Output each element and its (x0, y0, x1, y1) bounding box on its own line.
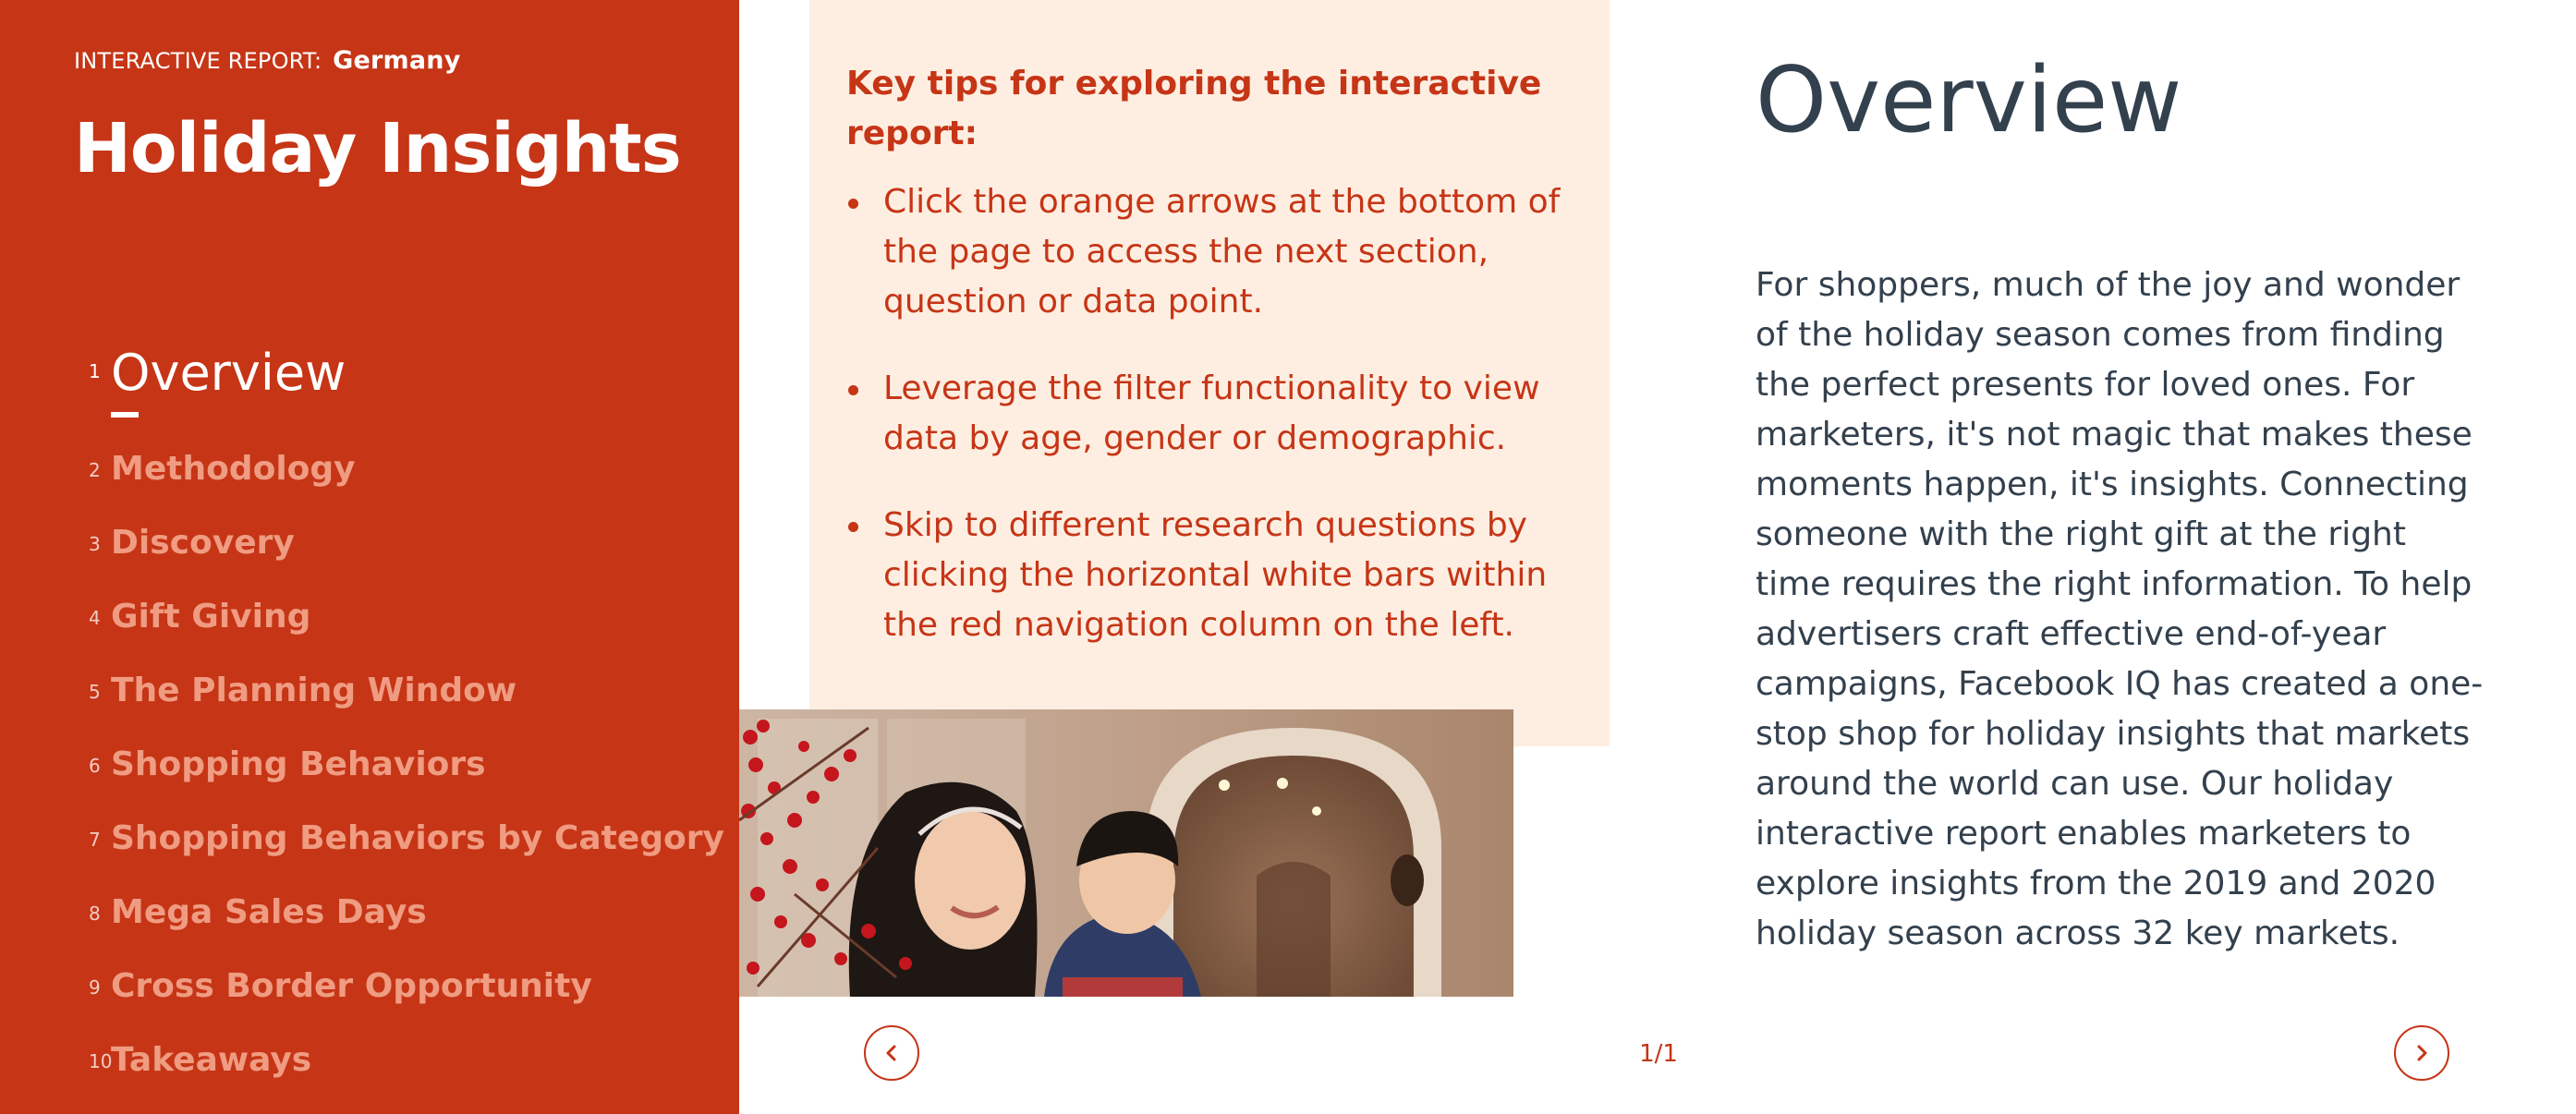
chevron-right-icon (2412, 1043, 2432, 1063)
nav-item-number: 10 (89, 1050, 113, 1072)
tips-panel (809, 0, 1610, 746)
tips-title: Key tips for exploring the interactive report: (846, 65, 1542, 152)
chevron-left-icon (881, 1043, 902, 1063)
nav-item-label: Cross Border Opportunity (111, 967, 592, 1005)
nav-item-number: 9 (89, 976, 101, 999)
report-country: Germany (333, 46, 461, 75)
nav-item-label: Mega Sales Days (111, 893, 427, 931)
nav-item-number: 8 (89, 902, 101, 925)
section-title: Overview (1756, 48, 2182, 153)
nav-item-number: 5 (89, 681, 101, 703)
bullet-icon (848, 199, 858, 209)
nav-item-label: Overview (111, 344, 346, 402)
section-navigation (0, 0, 739, 1114)
nav-item-number: 1 (89, 360, 101, 382)
holiday-photo (739, 709, 1513, 997)
next-page-button[interactable] (2394, 1025, 2449, 1081)
nav-item-label: Discovery (111, 524, 295, 562)
nav-item-number: 3 (89, 533, 101, 555)
tips-list (846, 177, 1567, 687)
nav-item-number: 2 (89, 459, 101, 481)
nav-item-number: 6 (89, 755, 101, 777)
sidebar (0, 0, 739, 1114)
nav-item-label: Methodology (111, 450, 356, 488)
active-indicator (111, 412, 139, 418)
nav-item-label: Shopping Behaviors by Category (111, 819, 724, 857)
tip-item (846, 364, 1567, 464)
nav-item-label: The Planning Window (111, 672, 517, 709)
nav-item-number: 4 (89, 607, 101, 629)
nav-item-number: 7 (89, 829, 101, 851)
tip-item (846, 501, 1567, 650)
report-label-prefix: INTERACTIVE REPORT: (74, 48, 322, 74)
tip-text: Click the orange arrows at the bottom of the page to access the next section, question or data point. (883, 183, 1561, 321)
previous-page-button[interactable] (864, 1025, 919, 1081)
nav-item-label: Gift Giving (111, 598, 311, 636)
tip-text: Skip to different research questions by clicking the horizontal white bars within the red navigation column on the left. (883, 506, 1548, 644)
nav-item-label: Shopping Behaviors (111, 745, 486, 783)
page-indicator: 1/1 (1639, 1040, 1678, 1068)
tip-text: Leverage the filter functionality to view data by age, gender or demographic. (883, 369, 1540, 457)
tip-item (846, 177, 1567, 327)
report-title: Holiday Insights (74, 109, 681, 188)
nav-item-label: Takeaways (111, 1041, 312, 1079)
bullet-icon (848, 385, 858, 395)
overview-body-text: For shoppers, much of the joy and wonder of the holiday season comes from finding the perfect presents for loved ones. For marketers, it's not magic that makes these moments happen, it's insights. Connecting someone with the right gift at the right time requires the right information. To help advertisers craft effective end-of-year campaigns, Facebook IQ has created a one-stop shop for holiday insights that markets around the world can use. Our holiday interactive report enables marketers to explore insights from the 2019 and 2020 holiday season across 32 key markets. (1756, 266, 2484, 952)
bullet-icon (848, 522, 858, 532)
